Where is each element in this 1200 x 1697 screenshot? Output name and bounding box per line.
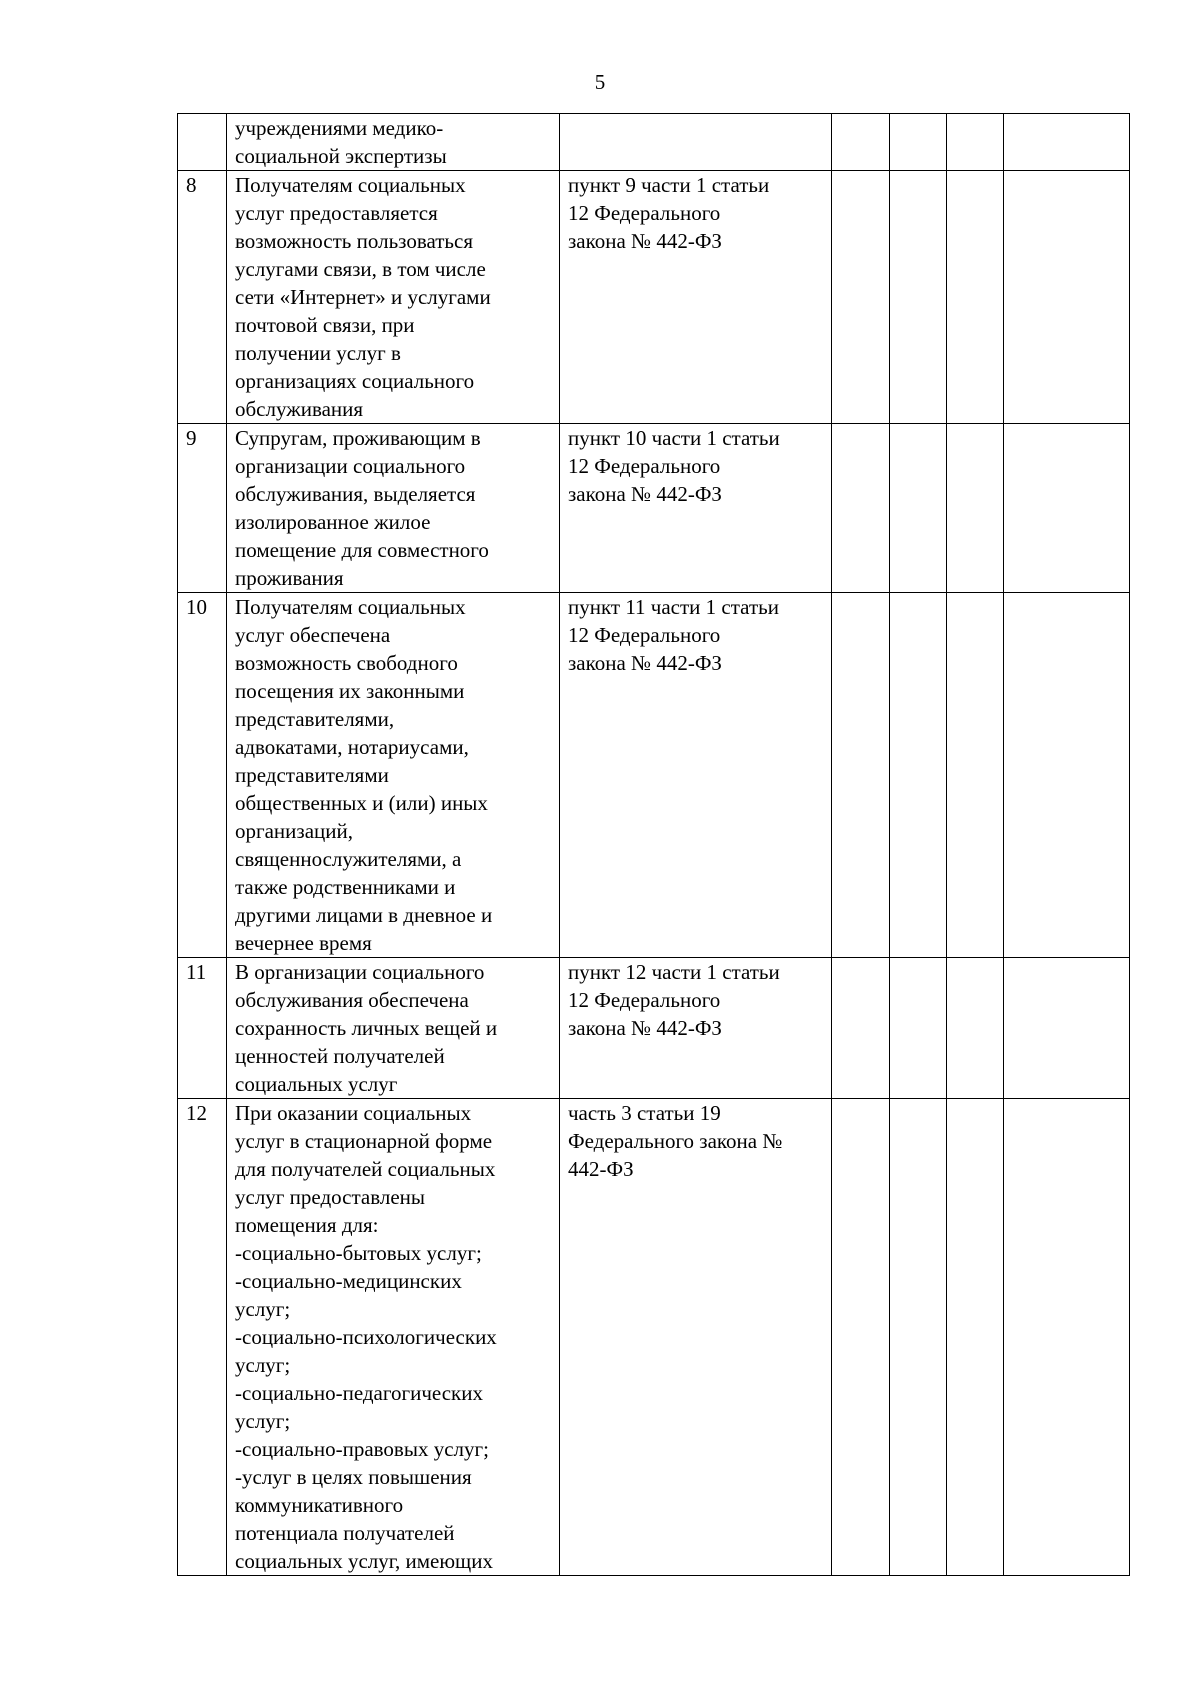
requirement-line: -социально-бытовых услуг; — [235, 1241, 482, 1265]
requirement-line: -социально-медицинских — [235, 1269, 462, 1293]
requirement-line: помещение для совместного — [235, 538, 489, 562]
requirement-line: ценностей получателей — [235, 1044, 445, 1068]
requirement-line: При оказании социальных — [235, 1101, 472, 1125]
row-number-cell — [178, 114, 227, 171]
legal-reference-cell — [560, 593, 832, 958]
requirement-line: сети «Интернет» и услугами — [235, 285, 491, 309]
requirement-line: услуг предоставлены — [235, 1185, 426, 1209]
row-number-cell — [178, 593, 227, 958]
requirement-line: обслуживания обеспечена — [235, 988, 469, 1012]
table-row — [178, 958, 1130, 1099]
mark-cell-not-applicable — [947, 114, 1004, 171]
notes-cell — [1004, 424, 1130, 593]
notes-cell — [1004, 1099, 1130, 1576]
requirement-line: адвокатами, нотариусами, — [235, 735, 469, 759]
requirement-line: -социально-правовых услуг; — [235, 1437, 489, 1461]
row-number: 11 — [186, 960, 207, 984]
mark-cell-not-applicable — [947, 593, 1004, 958]
requirement-line: Получателям социальных — [235, 173, 466, 197]
requirement-line: возможность свободного — [235, 651, 458, 675]
requirements-table — [177, 113, 1130, 1576]
notes-cell — [1004, 593, 1130, 958]
requirement-line: услуг обеспечена — [235, 623, 391, 647]
requirement-line: помещения для: — [235, 1213, 379, 1237]
mark-cell-yes — [832, 424, 890, 593]
requirement-line: социальной экспертизы — [235, 144, 447, 168]
requirement-line: социальных услуг, имеющих — [235, 1549, 493, 1573]
requirement-line: -услуг в целях повышения — [235, 1465, 472, 1489]
mark-cell-yes — [832, 114, 890, 171]
requirement-line: возможность пользоваться — [235, 229, 473, 253]
legal-reference-cell — [560, 958, 832, 1099]
legal-reference-cell — [560, 1099, 832, 1576]
table-row — [178, 114, 1130, 171]
requirement-line: посещения их законными — [235, 679, 465, 703]
reference-line: 442-ФЗ — [568, 1157, 634, 1181]
mark-cell-not-applicable — [947, 424, 1004, 593]
requirement-line: -социально-психологических — [235, 1325, 497, 1349]
mark-cell-no — [890, 424, 947, 593]
requirement-line: представителями, — [235, 707, 395, 731]
mark-cell-no — [890, 958, 947, 1099]
requirement-cell — [227, 958, 560, 1099]
row-number-cell — [178, 424, 227, 593]
mark-cell-no — [890, 114, 947, 171]
requirement-line: услуг; — [235, 1409, 291, 1433]
reference-line: пункт 12 части 1 статьи — [568, 960, 780, 984]
requirement-line: общественных и (или) иных — [235, 791, 488, 815]
table-row — [178, 171, 1130, 424]
requirement-line: представителями — [235, 763, 389, 787]
mark-cell-no — [890, 171, 947, 424]
reference-line: пункт 11 части 1 статьи — [568, 595, 779, 619]
requirement-line: почтовой связи, при — [235, 313, 415, 337]
row-number: 9 — [186, 426, 197, 450]
requirement-line: священнослужителями, а — [235, 847, 462, 871]
requirement-line: организации социального — [235, 454, 466, 478]
reference-line: пункт 9 части 1 статьи — [568, 173, 770, 197]
reference-line: Федерального закона № — [568, 1129, 783, 1153]
requirement-line: услуг; — [235, 1353, 291, 1377]
requirement-line: услугами связи, в том числе — [235, 257, 486, 281]
requirement-line: для получателей социальных — [235, 1157, 496, 1181]
reference-line: пункт 10 части 1 статьи — [568, 426, 780, 450]
table-body — [178, 114, 1130, 1576]
row-number: 12 — [186, 1101, 207, 1125]
row-number-cell — [178, 958, 227, 1099]
mark-cell-not-applicable — [947, 1099, 1004, 1576]
reference-line: закона № 442-ФЗ — [568, 229, 722, 253]
requirement-cell — [227, 114, 560, 171]
requirement-line: обслуживания, выделяется — [235, 482, 476, 506]
row-number: 10 — [186, 595, 207, 619]
reference-line: закона № 442-ФЗ — [568, 1016, 722, 1040]
mark-cell-not-applicable — [947, 171, 1004, 424]
mark-cell-yes — [832, 1099, 890, 1576]
requirement-line: также родственниками и — [235, 875, 456, 899]
mark-cell-not-applicable — [947, 958, 1004, 1099]
requirement-line: организаций, — [235, 819, 353, 843]
requirement-line: потенциала получателей — [235, 1521, 455, 1545]
requirement-line: В организации социального — [235, 960, 485, 984]
reference-line: часть 3 статьи 19 — [568, 1101, 721, 1125]
requirement-line: -социально-педагогических — [235, 1381, 483, 1405]
notes-cell — [1004, 114, 1130, 171]
row-number: 8 — [186, 173, 197, 197]
page-number: 5 — [594, 70, 606, 94]
requirement-cell — [227, 1099, 560, 1576]
requirement-line: Супругам, проживающим в — [235, 426, 481, 450]
requirement-line: вечернее время — [235, 931, 372, 955]
requirement-cell — [227, 171, 560, 424]
reference-line: закона № 442-ФЗ — [568, 482, 722, 506]
mark-cell-no — [890, 593, 947, 958]
requirement-line: другими лицами в дневное и — [235, 903, 493, 927]
reference-line: закона № 442-ФЗ — [568, 651, 722, 675]
row-number-cell — [178, 171, 227, 424]
table-row — [178, 424, 1130, 593]
requirement-line: услуг предоставляется — [235, 201, 438, 225]
legal-reference-cell — [560, 114, 832, 171]
mark-cell-yes — [832, 958, 890, 1099]
table-row — [178, 1099, 1130, 1576]
requirement-line: учреждениями медико- — [235, 116, 444, 140]
requirement-line: получении услуг в — [235, 341, 401, 365]
requirement-line: обслуживания — [235, 397, 364, 421]
reference-line: 12 Федерального — [568, 454, 721, 478]
mark-cell-no — [890, 1099, 947, 1576]
row-number-cell — [178, 1099, 227, 1576]
table-row — [178, 593, 1130, 958]
requirement-cell — [227, 424, 560, 593]
legal-reference-cell — [560, 424, 832, 593]
requirement-cell — [227, 593, 560, 958]
legal-reference-cell — [560, 171, 832, 424]
requirement-line: социальных услуг — [235, 1072, 398, 1096]
requirement-line: Получателям социальных — [235, 595, 466, 619]
reference-line: 12 Федерального — [568, 988, 721, 1012]
requirement-line: проживания — [235, 566, 344, 590]
mark-cell-yes — [832, 171, 890, 424]
requirement-line: услуг в стационарной форме — [235, 1129, 493, 1153]
mark-cell-yes — [832, 593, 890, 958]
requirement-line: коммуникативного — [235, 1493, 404, 1517]
reference-line: 12 Федерального — [568, 623, 721, 647]
requirement-line: услуг; — [235, 1297, 291, 1321]
reference-line: 12 Федерального — [568, 201, 721, 225]
notes-cell — [1004, 958, 1130, 1099]
notes-cell — [1004, 171, 1130, 424]
requirement-line: организациях социального — [235, 369, 475, 393]
requirement-line: изолированное жилое — [235, 510, 431, 534]
requirement-line: сохранность личных вещей и — [235, 1016, 498, 1040]
